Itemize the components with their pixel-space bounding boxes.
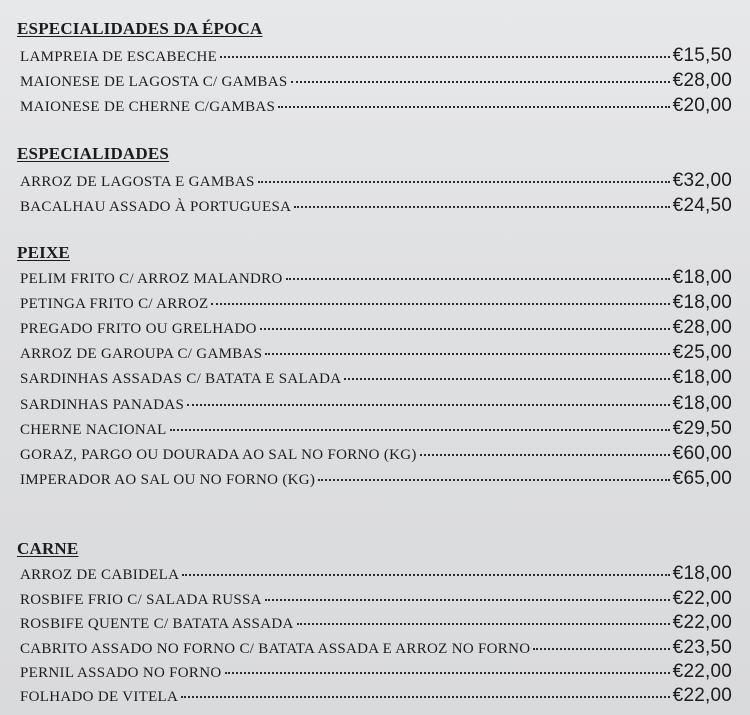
menu-item — [20, 45, 732, 67]
dot-leader — [258, 181, 670, 183]
item-name: GORAZ, PARGO OU DOURADA AO SAL NO FORNO (KG) — [20, 447, 417, 463]
menu-item — [20, 418, 732, 440]
item-name: CABRITO ASSADO NO FORNO C/ BATATA ASSADA E ARROZ NO FORNO — [20, 641, 531, 657]
item-name: ROSBIFE QUENTE C/ BATATA ASSADA — [20, 616, 294, 632]
dot-leader — [225, 672, 670, 674]
item-price: €22,00 — [672, 612, 732, 633]
dot-leader — [294, 206, 669, 208]
item-price: €18,00 — [672, 393, 732, 414]
menu-item — [20, 292, 732, 314]
menu-item — [20, 170, 732, 192]
dot-leader — [265, 599, 670, 601]
item-price: €20,00 — [672, 95, 732, 116]
item-price: €22,00 — [672, 661, 732, 682]
item-name: PREGADO FRITO OU GRELHADO — [20, 321, 257, 337]
item-price: €32,00 — [672, 170, 732, 191]
menu-item — [20, 317, 732, 339]
item-price: €25,00 — [672, 342, 732, 363]
dot-leader — [278, 106, 669, 108]
menu-item — [20, 342, 732, 364]
menu-item — [20, 393, 732, 415]
menu-item — [20, 612, 732, 634]
menu-item — [20, 563, 732, 585]
item-price: €22,00 — [672, 685, 732, 706]
item-name: SARDINHAS ASSADAS C/ BATATA E SALADA — [20, 371, 342, 387]
item-name: SARDINHAS PANADAS — [20, 397, 185, 413]
section-title-especialidades: ESPECIALIDADES — [17, 144, 170, 163]
menu-item — [20, 468, 732, 490]
item-price: €28,00 — [672, 317, 732, 338]
dot-leader — [182, 574, 669, 576]
item-name: PETINGA FRITO C/ ARROZ — [20, 296, 209, 312]
item-price: €24,50 — [672, 195, 732, 216]
item-price: €18,00 — [672, 563, 732, 584]
item-name: ARROZ DE GAROUPA C/ GAMBAS — [20, 346, 263, 362]
menu-item — [20, 685, 732, 707]
item-name: MAIONESE DE CHERNE C/GAMBAS — [20, 99, 276, 115]
item-name: CHERNE NACIONAL — [20, 422, 167, 438]
item-price: €18,00 — [672, 292, 732, 313]
dot-leader — [260, 328, 670, 330]
menu-item — [20, 195, 732, 217]
item-name: IMPERADOR AO SAL OU NO FORNO (KG) — [20, 472, 316, 488]
item-price: €60,00 — [672, 443, 732, 464]
item-price: €28,00 — [672, 70, 732, 91]
section-title-especialidades-epoca: ESPECIALIDADES DA ÉPOCA — [17, 19, 263, 38]
item-price: €15,50 — [672, 45, 732, 66]
dot-leader — [533, 648, 669, 650]
item-name: LAMPREIA DE ESCABECHE — [20, 49, 218, 65]
menu-item — [20, 95, 732, 117]
menu-item — [20, 588, 732, 610]
item-price: €18,00 — [672, 267, 732, 288]
section-title-carne: CARNE — [17, 539, 79, 558]
item-name: ARROZ DE CABIDELA — [20, 567, 180, 583]
dot-leader — [420, 454, 670, 456]
dot-leader — [291, 81, 670, 83]
menu-item — [20, 267, 732, 289]
item-price: €65,00 — [672, 468, 732, 489]
item-price: €18,00 — [672, 367, 732, 388]
item-name: ROSBIFE FRIO C/ SALADA RUSSA — [20, 592, 262, 608]
dot-leader — [265, 353, 669, 355]
item-name: ARROZ DE LAGOSTA E GAMBAS — [20, 174, 255, 190]
menu-item — [20, 70, 732, 92]
dot-leader — [170, 429, 670, 431]
section-title-peixe: PEIXE — [17, 243, 70, 262]
item-name: PELIM FRITO C/ ARROZ MALANDRO — [20, 271, 283, 287]
item-price: €22,00 — [672, 588, 732, 609]
item-price: €23,50 — [672, 637, 732, 658]
menu-item — [20, 661, 732, 683]
menu-item — [20, 367, 732, 389]
dot-leader — [286, 278, 670, 280]
item-price: €29,50 — [672, 418, 732, 439]
dot-leader — [187, 404, 670, 406]
menu-item — [20, 443, 732, 465]
item-name: PERNIL ASSADO NO FORNO — [20, 665, 222, 681]
dot-leader — [220, 56, 670, 58]
dot-leader — [297, 623, 670, 625]
menu-item — [20, 637, 732, 659]
dot-leader — [318, 479, 669, 481]
dot-leader — [211, 303, 669, 305]
dot-leader — [344, 378, 669, 380]
item-name: MAIONESE DE LAGOSTA C/ GAMBAS — [20, 74, 288, 90]
dot-leader — [181, 696, 670, 698]
item-name: FOLHADO DE VITELA — [20, 689, 179, 705]
item-name: BACALHAU ASSADO À PORTUGUESA — [20, 199, 292, 215]
